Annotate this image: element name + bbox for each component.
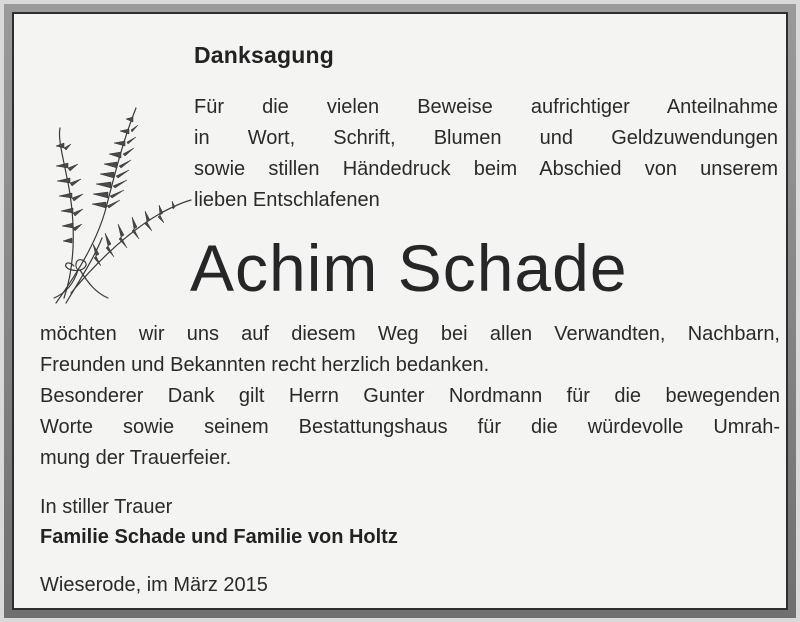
body-line: mung der Trauerfeier. — [40, 447, 232, 469]
page-title: Danksagung — [194, 42, 335, 68]
deceased-name: Achim Schade — [190, 231, 628, 305]
body-line: Besonderer Dank gilt Herrn Gunter Nordmann für die bewegenden — [40, 385, 780, 407]
thanks-paragraph — [40, 319, 780, 474]
body-line: Worte sowie seinem Bestattungshaus für die würdevolle Umrah- — [40, 416, 780, 438]
intro-line: Für die vielen Beweise aufrichtiger Anteilnahme — [194, 96, 778, 118]
intro-line: in Wort, Schrift, Blumen und Geldzuwendungen — [194, 127, 778, 149]
family-signature: Familie Schade und Familie von Holtz — [40, 526, 398, 548]
body-line: Freunden und Bekannten recht herzlich bedanken. — [40, 354, 490, 376]
notice-frame — [4, 4, 796, 618]
obituary-card — [12, 12, 788, 610]
place-date: Wieserode, im März 2015 — [40, 574, 268, 596]
fern-bouquet-icon — [36, 98, 196, 310]
signoff-text: In stiller Trauer — [40, 496, 173, 518]
intro-paragraph — [194, 92, 778, 216]
intro-line: sowie stillen Händedruck beim Abschied von unserem — [194, 158, 778, 180]
body-line: möchten wir uns auf diesem Weg bei allen Verwandten, Nachbarn, — [40, 323, 780, 345]
intro-line: lieben Entschlafenen — [194, 189, 380, 211]
